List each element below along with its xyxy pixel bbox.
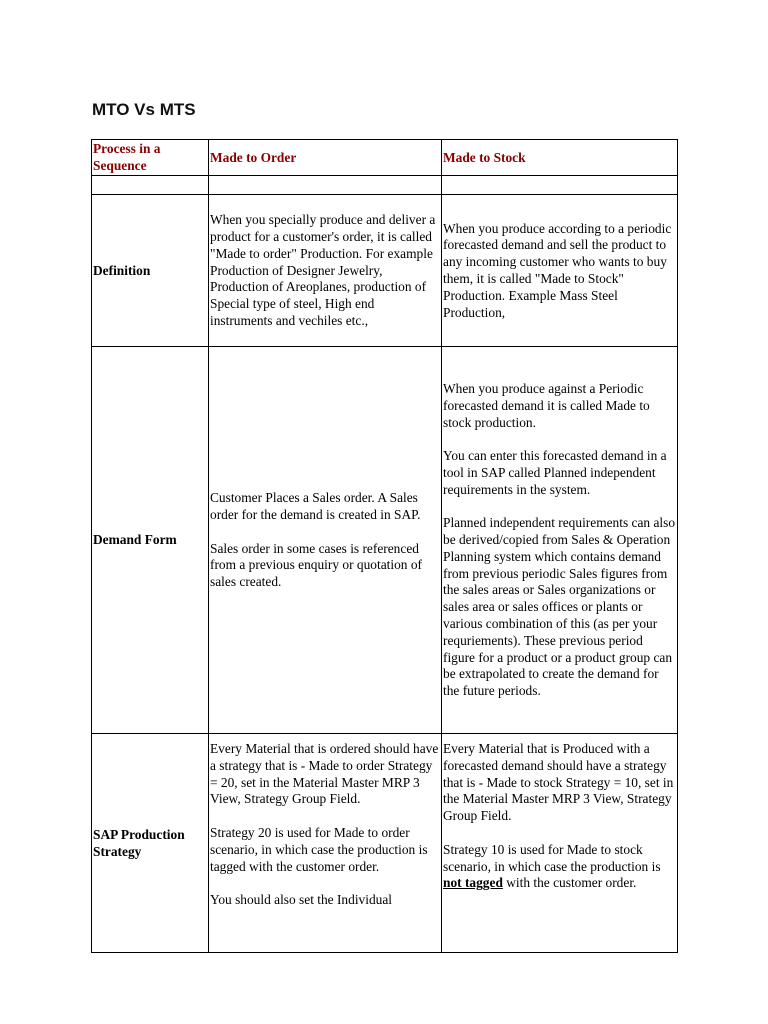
demand-form-mto <box>209 347 442 734</box>
strategy-mts-text: Strategy 10 is used for Made to stock scenario, in which case the production is <box>443 841 661 874</box>
header-made-to-stock: Made to Stock <box>442 140 678 176</box>
strategy-row <box>92 734 678 953</box>
demand-form-mts-para: You can enter this forecasted demand in a tool in SAP called Planned independent requirements in the system. <box>443 448 667 497</box>
strategy-mts <box>442 734 678 953</box>
definition-label: Definition <box>92 195 209 347</box>
demand-form-mto-para: Customer Places a Sales order. A Sales order for the demand is created in SAP. <box>210 490 421 522</box>
demand-form-row <box>92 347 678 734</box>
header-made-to-order: Made to Order <box>209 140 442 176</box>
header-row <box>92 140 678 176</box>
demand-form-label: Demand Form <box>92 347 209 734</box>
strategy-mto-para: Every Material that is ordered should have a strategy that is - Made to order Strategy = 20, set in the Material Master MRP 3 View, Strategy Group Field. <box>210 741 439 807</box>
definition-mto: When you specially produce and deliver a product for a customer's order, it is called "Made to order" Production. For example Production of Designer Jewelry, Production of Areoplanes, production of Special type of steel, High end instruments and vechiles etc., <box>209 195 442 347</box>
strategy-mts-para <box>443 842 676 892</box>
strategy-mts-text: with the customer order. <box>502 875 637 891</box>
not-tagged-emphasis: not tagged <box>443 875 503 891</box>
empty-cell <box>442 176 678 195</box>
empty-cell <box>92 176 209 195</box>
demand-form-mts <box>442 347 678 734</box>
strategy-mto-para: You should also set the Individual <box>210 892 393 908</box>
definition-mts: When you produce according to a periodic forecasted demand and sell the product to any incoming customer who wants to buy them, it is called "Made to Stock" Production. Example Mass Steel Production, <box>442 195 678 347</box>
demand-form-mts-para: When you produce against a Periodic forecasted demand it is called Made to stock production. <box>443 380 650 430</box>
document-title: MTO Vs MTS <box>92 100 196 119</box>
empty-cell <box>209 176 442 195</box>
strategy-label: SAP Production Strategy <box>92 734 209 953</box>
demand-form-mto-para: Sales order in some cases is referenced from a previous enquiry or quotation of sales created. <box>210 540 422 590</box>
demand-form-mts-para: Planned independent requirements can also be derived/copied from Sales & Operation Planning system which contains demand from previous periodic Sales figures from the sales areas or Sales organizations or sales area or sales offices or plants or various combination of this (as per your requriements). These previous period figure for a product or a product group can be extrapolated to create the demand for the future periods. <box>443 515 676 699</box>
strategy-mts-para: Every Material that is Produced with a forecasted demand should have a strategy that is - Made to stock Strategy = 10, set in the Material Master MRP 3 View, Strategy Group Field. <box>443 741 674 824</box>
comparison-table <box>91 139 678 953</box>
strategy-mto <box>209 734 442 953</box>
empty-row <box>92 176 678 195</box>
definition-row <box>92 195 678 347</box>
strategy-mto-para: Strategy 20 is used for Made to order scenario, in which case the production is tagged with the customer order. <box>210 824 428 874</box>
header-process: Process in a Sequence <box>92 140 209 176</box>
